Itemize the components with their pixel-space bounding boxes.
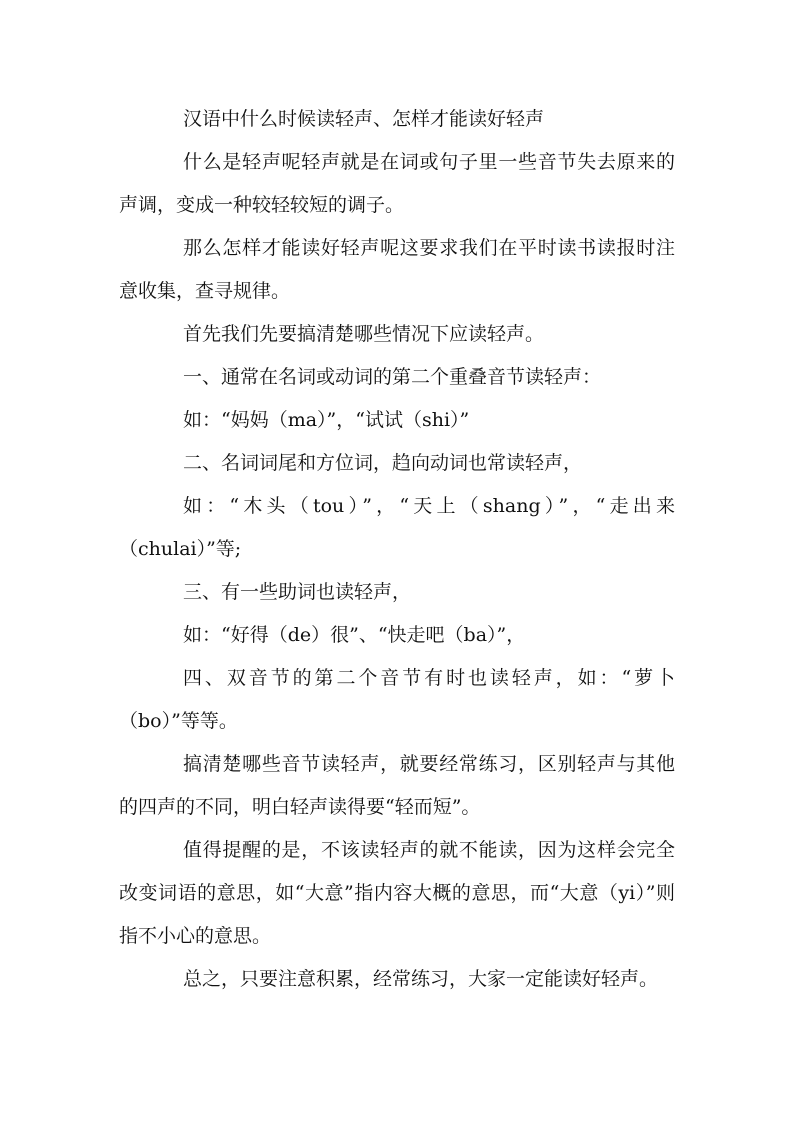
paragraph-rule-four: 四、双音节的第二个音节有时也读轻声，如：“萝卜（bo）”等等。: [119, 667, 675, 732]
paragraph-rule-one: 一、通常在名词或动词的第二个重叠音节读轻声：: [183, 366, 602, 388]
paragraph-practice: 搞清楚哪些音节读轻声，就要经常练习，区别轻声与其他的四声的不同，明白轻声读得要“轻而短”。: [119, 753, 675, 818]
paragraph-how-to: 那么怎样才能读好轻声呢这要求我们在平时读书读报时注意收集，查寻规律。: [119, 237, 675, 302]
paragraph-rule-two: 二、名词词尾和方位词，趋向动词也常读轻声，: [183, 452, 583, 474]
paragraph-example-three: 如：“好得（de）很”、“快走吧（ba）”，: [183, 624, 526, 646]
paragraph-example-two: 如：“木头（tou）”，“天上（shang）”，“走出来（chulai）”等;: [119, 495, 675, 560]
paragraph-example-one: 如：“妈妈（ma）”，“试试（shi）”: [183, 409, 470, 431]
paragraph-reminder: 值得提醒的是，不该读轻声的就不能读，因为这样会完全改变词语的意思，如“大意”指内容大概的意思，而“大意（yi）”则指不小心的意思。: [119, 839, 675, 947]
document-body: [119, 98, 675, 1001]
paragraph-conclusion: 总之，只要注意积累，经常练习，大家一定能读好轻声。: [183, 968, 659, 990]
document-title: 汉语中什么时候读轻声、怎样才能读好轻声: [183, 108, 545, 130]
paragraph-rule-three: 三、有一些助词也读轻声，: [183, 581, 412, 603]
paragraph-definition: 什么是轻声呢轻声就是在词或句子里一些音节失去原来的声调，变成一种较轻较短的调子。: [119, 151, 675, 216]
paragraph-first: 首先我们先要搞清楚哪些情况下应读轻声。: [183, 323, 545, 345]
